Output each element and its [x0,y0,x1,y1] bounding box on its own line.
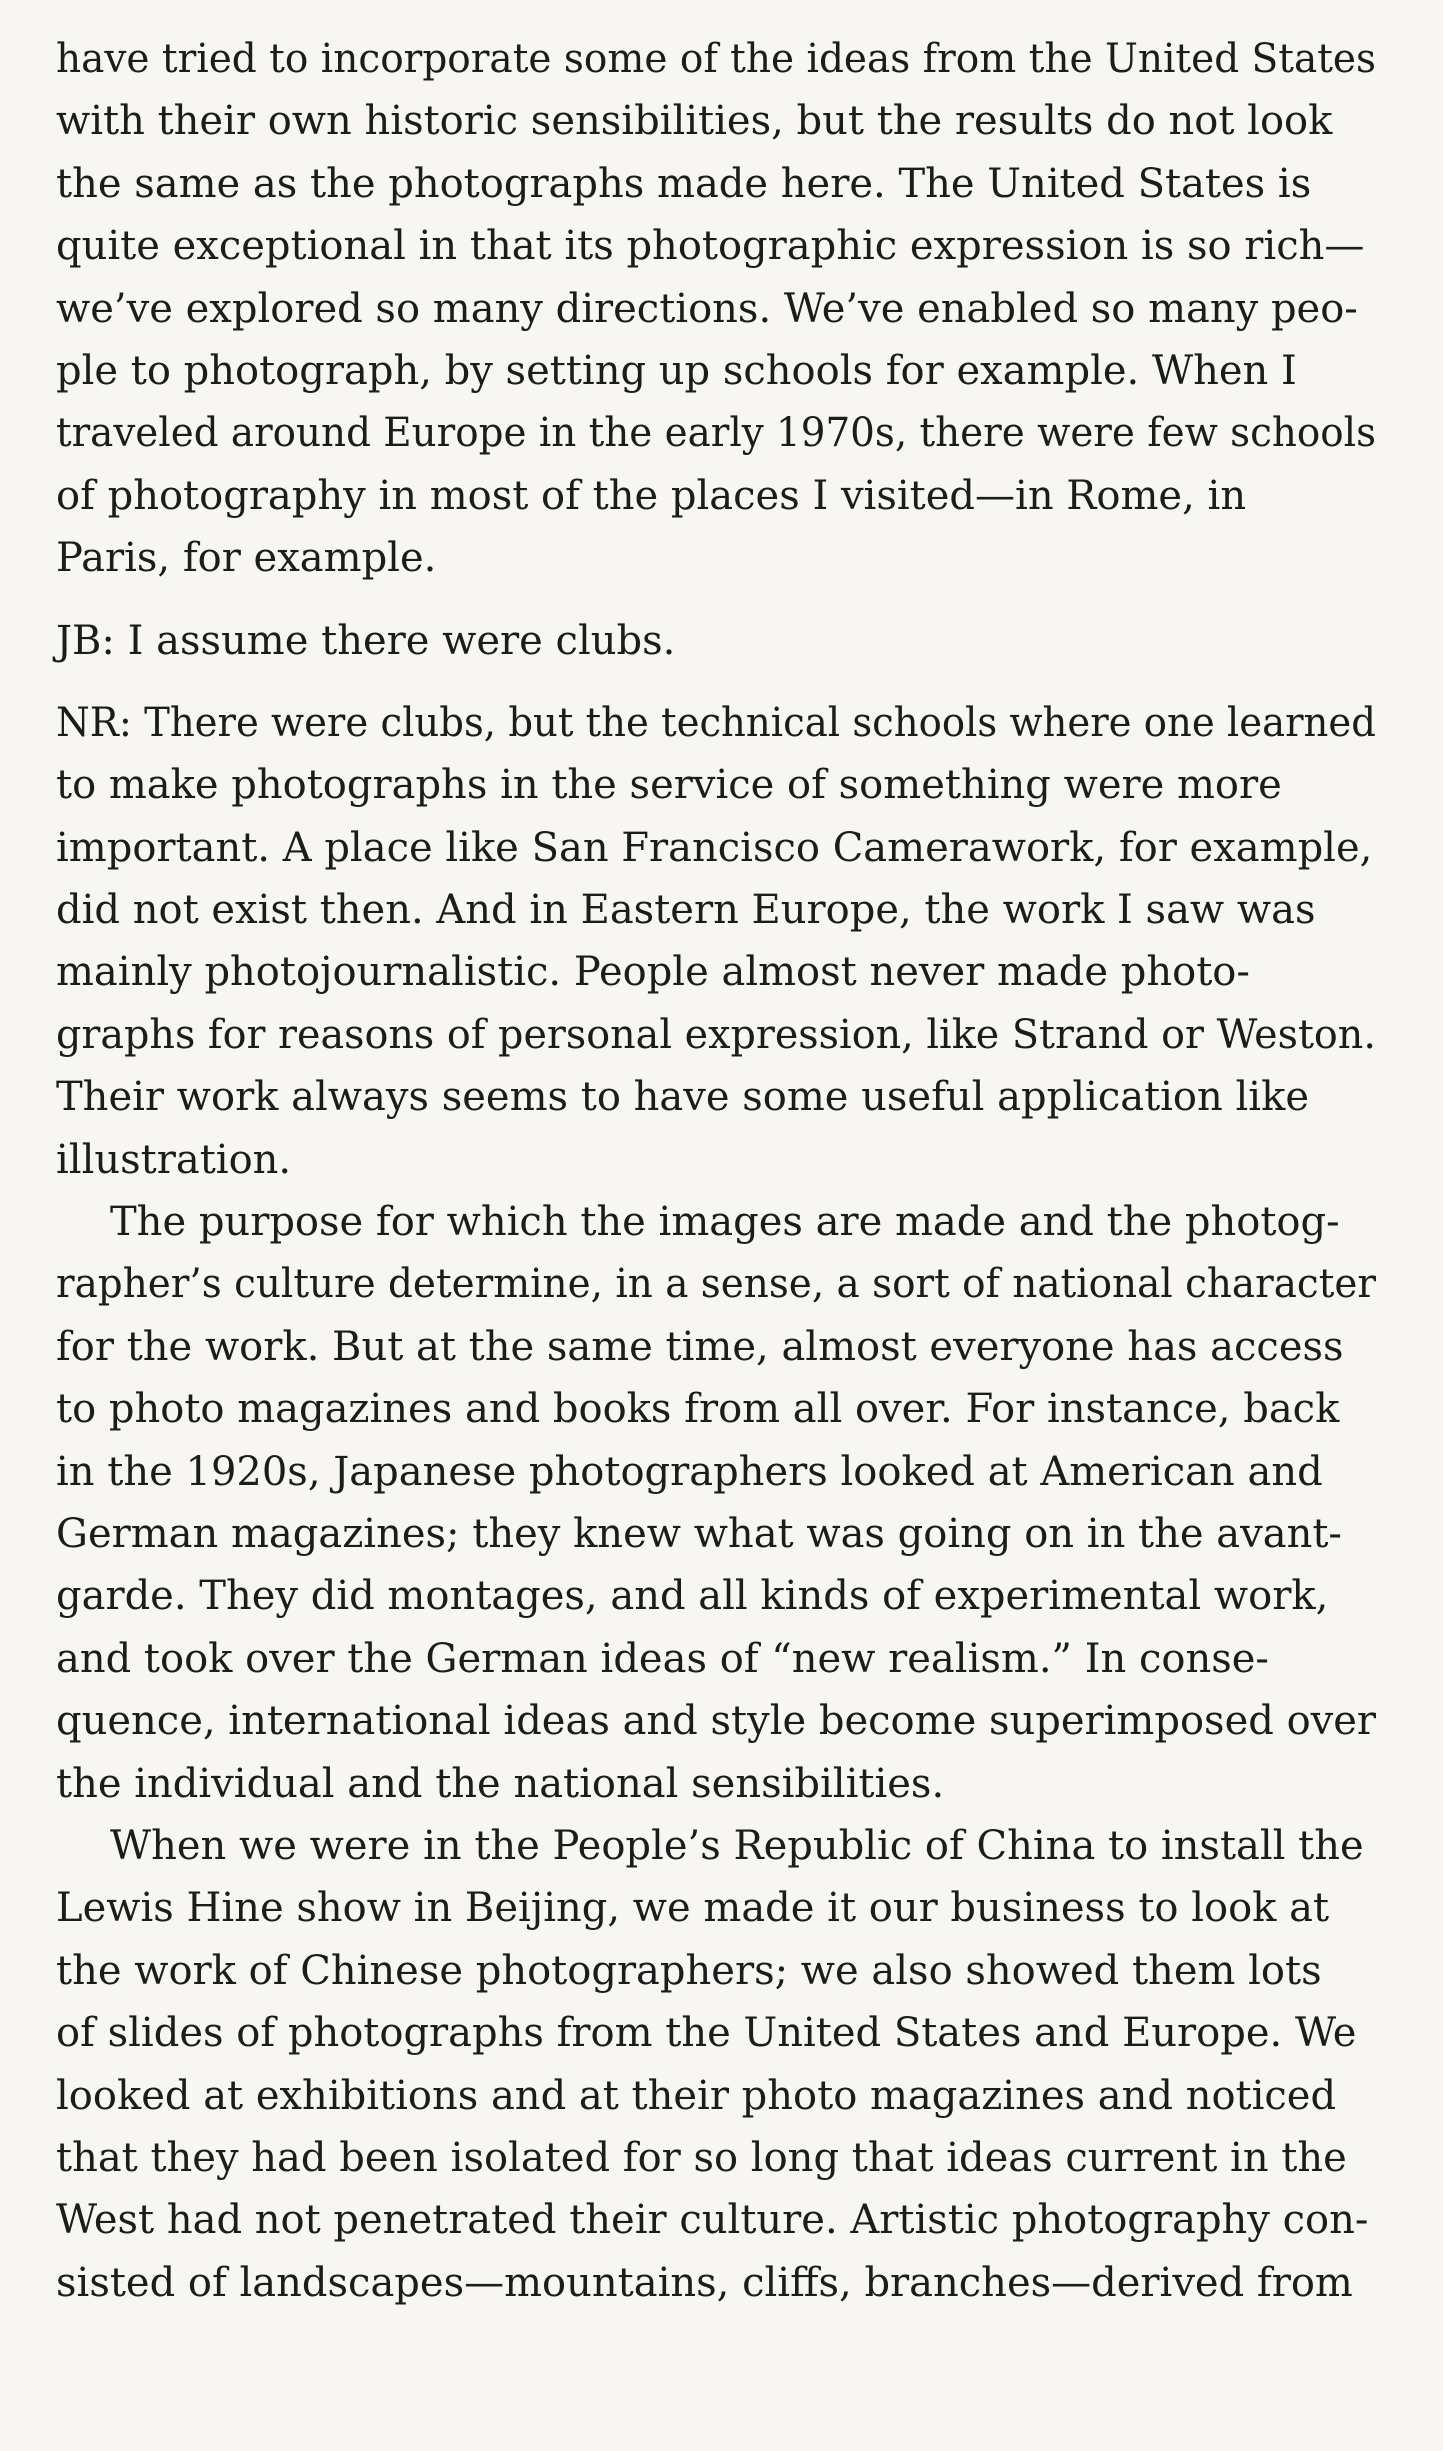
text-line: of slides of photographs from the United States and Europe. We [56,2010,1357,2057]
text-line: traveled around Europe in the early 1970s, there were few schools [56,410,1377,457]
text-line: Paris, for example. [56,535,437,582]
text-line: graphs for reasons of personal expression, like Strand or Weston. [56,1011,1376,1058]
text-line: the same as the photographs made here. The United States is [56,160,1312,207]
paragraph-china [56,1815,1376,2314]
text-line: JB: I assume there were clubs. [56,617,676,664]
text-line: and took over the German ideas of “new realism.” In conse- [56,1635,1269,1682]
text-line: to make photographs in the service of something were more [56,762,1282,809]
text-line: the individual and the national sensibilities. [56,1760,945,1807]
body-text [56,28,1376,2314]
text-line: looked at exhibitions and at their photo magazines and noticed [56,2072,1337,2119]
text-line: Lewis Hine show in Beijing, we made it our business to look at [56,1885,1330,1932]
text-line: West had not penetrated their culture. Artistic photography con- [56,2197,1369,2244]
text-line: with their own historic sensibilities, but the results do not look [56,98,1333,145]
text-line: illustration. [56,1136,292,1183]
text-line: important. A place like San Francisco Camerawork, for example, [56,824,1373,871]
text-line: quite exceptional in that its photographic expression is so rich— [56,223,1365,270]
text-line: did not exist then. And in Eastern Europe, the work I saw was [56,887,1316,934]
text-line: Their work always seems to have some useful application like [56,1074,1309,1121]
text-line: the work of Chinese photographers; we also showed them lots [56,1947,1322,1994]
paragraph-gap [56,672,1376,692]
text-line: The purpose for which the images are made and the photog- [110,1199,1340,1246]
text-line: that they had been isolated for so long that ideas current in the [56,2134,1347,2181]
text-line: garde. They did montages, and all kinds of experimental work, [56,1573,1329,1620]
text-line: mainly photojournalistic. People almost never made photo- [56,949,1250,996]
text-line: of photography in most of the places I visited—in Rome, in [56,472,1247,519]
text-line: quence, international ideas and style become superimposed over [56,1698,1377,1745]
text-line: ple to photograph, by setting up schools for example. When I [56,347,1297,394]
text-line: have tried to incorporate some of the ideas from the United States [56,36,1377,82]
text-line: German magazines; they knew what was going on in the avant- [56,1510,1342,1557]
paragraph-continuation [56,28,1376,590]
text-line: When we were in the People’s Republic of China to install the [110,1822,1364,1869]
text-line: we’ve explored so many directions. We’ve enabled so many peo- [56,285,1358,332]
paragraph-national-character [56,1191,1376,1815]
text-line: to photo magazines and books from all over. For instance, back [56,1386,1340,1433]
paragraph-jb-question [56,610,1376,672]
text-line: for the work. But at the same time, almost everyone has access [56,1323,1344,1370]
paragraph-nr-answer [56,692,1376,1191]
text-line: rapher’s culture determine, in a sense, a sort of national character [56,1261,1376,1308]
text-line: in the 1920s, Japanese photographers looked at American and [56,1448,1323,1495]
text-line: sisted of landscapes—mountains, cliffs, branches—derived from [56,2259,1353,2306]
paragraph-gap [56,590,1376,610]
text-line: NR: There were clubs, but the technical schools where one learned [56,699,1376,746]
